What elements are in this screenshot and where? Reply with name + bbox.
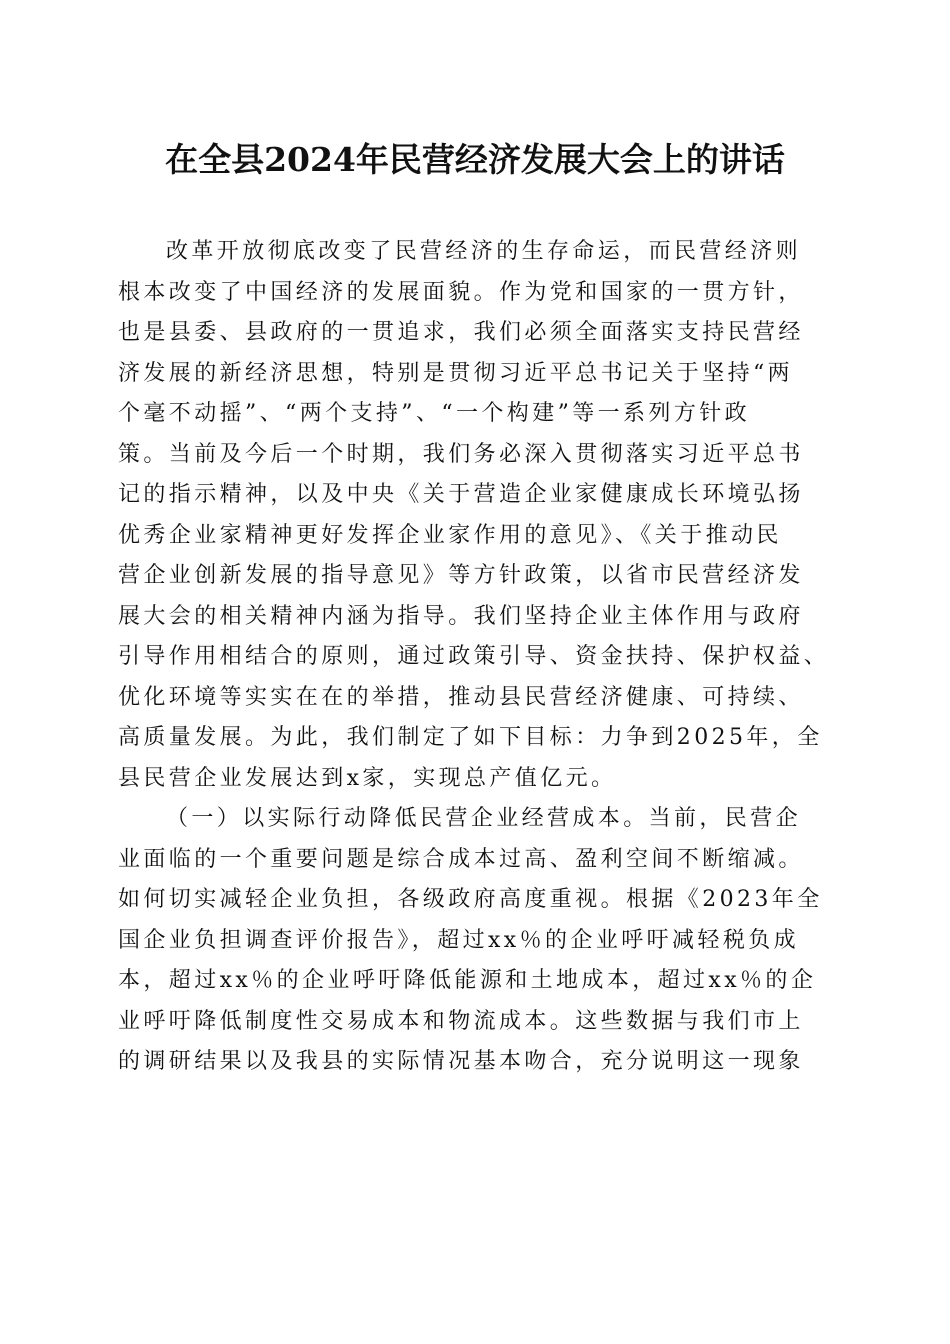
document-body [118,232,838,1083]
paragraph-line: 高质量发展。为此，我们制定了如下目标：力争到2025年，全 [118,725,823,750]
paragraph-line: 如何切实减轻企业负担，各级政府高度重视。根据《2023年全 [118,887,823,912]
section-heading-line: （一）以实际行动降低民营企业经营成本。当前，民营企 [166,806,802,831]
paragraph-line: 展大会的相关精神内涵为指导。我们坚持企业主体作用与政府 [118,603,804,629]
paragraph-line: 引导作用相结合的原则，通过政策引导、资金扶持、保护权益、 [118,644,830,669]
paragraph-line: 优秀企业家精神更好发挥企业家作用的意见》、《关于推动民 [118,522,782,548]
paragraph-line: 本，超过xx％的企业呼吁降低能源和土地成本，超过xx％的企 [118,968,817,993]
paragraph-line: 策。当前及今后一个时期，我们务必深入贯彻落实习近平总书 [118,441,804,467]
paragraph-line: 县民营企业发展达到x家，实现总产值亿元。 [118,765,617,791]
paragraph-line: 国企业负担调查评价报告》，超过xx％的企业呼吁减轻税负成 [118,927,800,953]
paragraph-line: 的调研结果以及我县的实际情况基本吻合，充分说明这一现象 [118,1049,804,1074]
paragraph-line: 根本改变了中国经济的发展面貌。作为党和国家的一贯方针， [118,279,804,305]
paragraph-line: 个毫不动摇”、“两个支持”、“一个构建”等一系列方针政 [118,401,751,426]
paragraph-line: 济发展的新经济思想，特别是贯彻习近平总书记关于坚持“两 [118,360,794,386]
paragraph-line: 优化环境等实实在在的举措，推动县民营经济健康、可持续、 [118,684,804,710]
paragraph-line: 记的指示精神，以及中央《关于营造企业家健康成长环境弘扬 [118,482,804,507]
paragraph-line: 也是县委、县政府的一贯追求，我们必须全面落实支持民营经 [118,320,804,345]
document-title: 在全县2024年民营经济发展大会上的讲话 [165,140,785,179]
paragraph-line: 业面临的一个重要问题是综合成本过高、盈利空间不断缩减。 [118,846,804,872]
paragraph-line: 改革开放彻底改变了民营经济的生存命运，而民营经济则 [166,239,802,264]
paragraph-line: 业呼吁降低制度性交易成本和物流成本。这些数据与我们市上 [118,1008,804,1034]
paragraph-line: 营企业创新发展的指导意见》等方针政策，以省市民营经济发 [118,563,804,588]
